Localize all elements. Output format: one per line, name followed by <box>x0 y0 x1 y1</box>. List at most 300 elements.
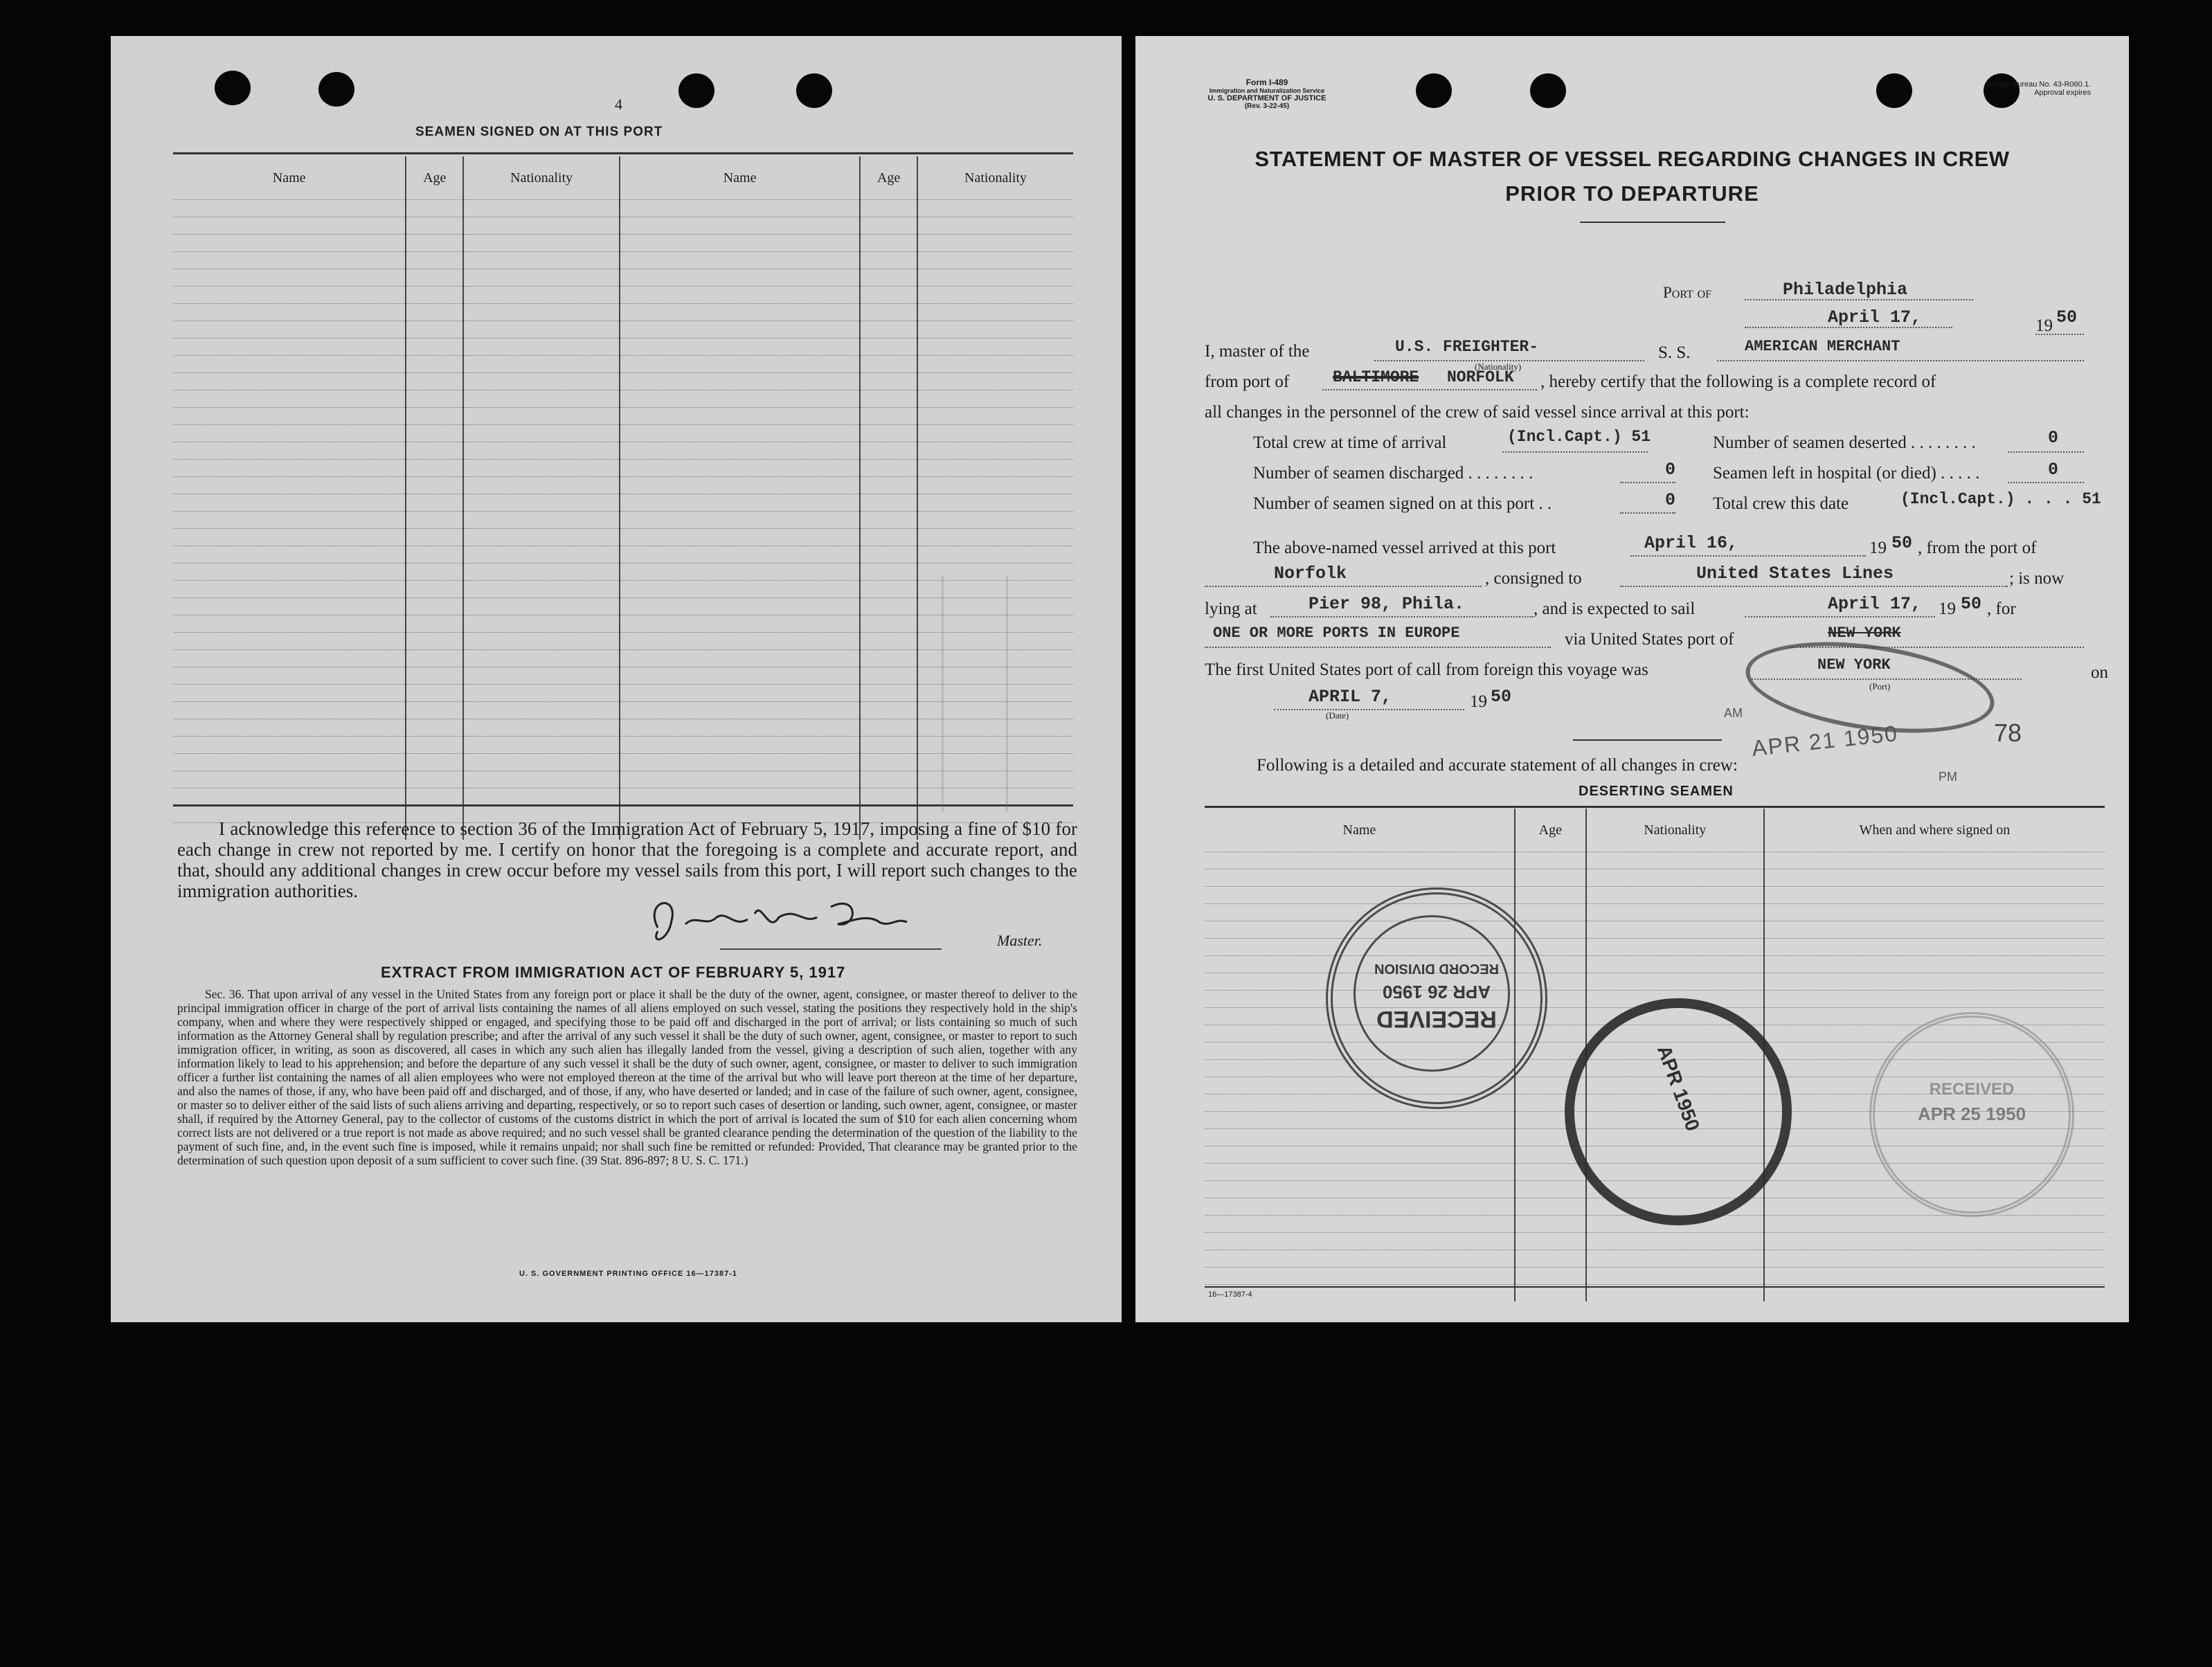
table-cell <box>463 460 620 477</box>
table-row <box>1205 852 2105 869</box>
destination-value: ONE OR MORE PORTS IN EUROPE <box>1213 624 1460 642</box>
form-number: Form I-489 <box>1246 78 1288 87</box>
arrived-label: The above-named vessel arrived at this port <box>1253 539 1556 557</box>
stamp-pm: PM <box>1939 770 1957 784</box>
table-row <box>1205 887 2105 904</box>
table-cell <box>173 408 406 425</box>
table-cell <box>1586 887 1764 904</box>
table-cell <box>406 564 463 581</box>
table-cell <box>1764 869 2105 887</box>
table-cell <box>463 719 620 737</box>
first-port-value: NEW YORK <box>1817 656 1891 674</box>
table-cell <box>620 269 860 287</box>
table-cell <box>620 529 860 546</box>
table-row <box>173 390 1073 408</box>
table-cell <box>1764 1233 2105 1250</box>
table-cell <box>1764 991 2105 1008</box>
first-date: APRIL 7, <box>1309 687 1392 707</box>
table-cell <box>1515 1198 1586 1216</box>
table-cell <box>860 200 917 217</box>
table-cell <box>406 685 463 702</box>
from-the-port-label: , from the port of <box>1918 539 2037 557</box>
table-cell <box>173 287 406 304</box>
table-row <box>173 442 1073 460</box>
certify-text: , hereby certify that the following is a complete record of <box>1540 372 1936 391</box>
table-row <box>173 598 1073 615</box>
left-page <box>111 36 1122 1322</box>
table-cell <box>860 512 917 529</box>
printer-line: 16—17387-4 <box>1208 1290 1252 1299</box>
table-cell <box>860 339 917 356</box>
table-cell <box>463 408 620 425</box>
table-cell <box>1586 1250 1764 1268</box>
table-cell <box>917 512 1073 529</box>
table-cell <box>463 615 620 633</box>
table-cell <box>917 390 1073 408</box>
table-cell <box>917 425 1073 442</box>
table-cell <box>406 667 463 685</box>
table-row <box>173 356 1073 373</box>
column-header: Name <box>1342 822 1376 838</box>
from-port-value: NORFOLK <box>1447 368 1514 386</box>
table-cell <box>620 754 860 771</box>
table-cell <box>917 321 1073 339</box>
table-cell <box>620 512 860 529</box>
table-cell <box>1586 852 1764 869</box>
table-row <box>173 200 1073 217</box>
table-cell <box>620 287 860 304</box>
table-cell <box>917 373 1073 390</box>
table-row <box>173 373 1073 390</box>
vessel-nationality: U.S. FREIGHTER- <box>1395 338 1539 356</box>
table-cell <box>406 200 463 217</box>
first-year: 50 <box>1491 687 1512 707</box>
table-cell <box>406 737 463 754</box>
table-cell <box>173 719 406 737</box>
lying-label: lying at <box>1205 600 1257 618</box>
from-port-label: from port of <box>1205 372 1290 391</box>
first-port-label: The first United States port of call from foreign this voyage was <box>1205 660 1648 679</box>
table-cell <box>406 235 463 252</box>
table-row <box>173 615 1073 633</box>
table-cell <box>620 442 860 460</box>
table-cell <box>917 287 1073 304</box>
table-row <box>173 564 1073 581</box>
stamp-date: APR 25 1950 <box>1917 1103 2026 1124</box>
seamen-signed-value: 0 <box>1665 490 1676 510</box>
table-cell <box>620 719 860 737</box>
table-cell <box>406 650 463 667</box>
consigned-value: United States Lines <box>1696 564 1894 584</box>
table-cell <box>406 494 463 512</box>
table-cell <box>860 269 917 287</box>
table-cell <box>1205 1146 1515 1164</box>
table-cell <box>917 200 1073 217</box>
column-header: Name <box>272 170 306 186</box>
table-cell <box>463 356 620 373</box>
seamen-discharged-label: Number of seamen discharged . . . . . . . . <box>1253 464 1534 483</box>
table-row <box>1205 1268 2105 1285</box>
table-cell <box>463 269 620 287</box>
table-cell <box>620 546 860 564</box>
table-cell <box>620 650 860 667</box>
table-cell <box>406 408 463 425</box>
table-cell <box>1205 1129 1515 1146</box>
table-row <box>1205 869 2105 887</box>
table-cell <box>917 546 1073 564</box>
table-cell <box>463 235 620 252</box>
master-signature <box>630 886 921 948</box>
table-cell <box>463 685 620 702</box>
table-cell <box>1586 956 1764 973</box>
table-cell <box>463 581 620 598</box>
table-cell <box>463 702 620 719</box>
budget-header <box>1897 80 2091 97</box>
table-cell <box>860 356 917 373</box>
table-cell <box>173 702 406 719</box>
table-cell <box>917 269 1073 287</box>
table-row <box>173 494 1073 512</box>
table-cell <box>1586 1233 1764 1250</box>
table-cell <box>917 408 1073 425</box>
stamp-received: RECEIVED <box>1376 1006 1497 1032</box>
table-cell <box>406 512 463 529</box>
table-row <box>1205 921 2105 939</box>
port-caption: (Port) <box>1869 681 1891 692</box>
section-title: SEAMEN SIGNED ON AT THIS PORT <box>415 125 663 139</box>
table-cell <box>406 356 463 373</box>
table-cell <box>406 477 463 494</box>
printer-line: U. S. GOVERNMENT PRINTING OFFICE 16—17387-1 <box>519 1270 738 1278</box>
table-cell <box>1764 939 2105 956</box>
stamp-received: RECEIVED <box>1929 1080 2015 1099</box>
acknowledgment-text: I acknowledge this reference to section 36 of the Immigration Act of February 5, 1917, imposing a fine of $10 for each change in crew not reported by me. I certify on honor that the foregoing is a complete and accurate report, and that, should any additional changes in crew occur before my vessel sails from this port, I will report such changes to the immigration authorities. <box>177 818 1077 901</box>
total-crew-arrival-label: Total crew at time of arrival <box>1253 433 1447 452</box>
ship-name: AMERICAN MERCHANT <box>1745 338 1900 355</box>
ss-label: S. S. <box>1658 343 1691 362</box>
table-cell <box>1205 1268 1515 1285</box>
table-cell <box>860 581 917 598</box>
table-cell <box>1764 1268 2105 1285</box>
table-cell <box>1586 973 1764 991</box>
table-cell <box>173 529 406 546</box>
table-cell <box>173 356 406 373</box>
table-cell <box>1764 887 2105 904</box>
table-cell <box>406 339 463 356</box>
deserting-title: DESERTING SEAMEN <box>1579 784 1734 799</box>
master-label: Master. <box>997 932 1043 949</box>
table-cell <box>1205 1250 1515 1268</box>
table-cell <box>406 789 463 806</box>
table-cell <box>1205 1164 1515 1181</box>
table-cell <box>173 633 406 650</box>
table-cell <box>860 546 917 564</box>
table-cell <box>406 771 463 789</box>
table-cell <box>1764 904 2105 921</box>
table-cell <box>620 408 860 425</box>
seamen-signed-label: Number of seamen signed on at this port . . <box>1253 494 1552 513</box>
budget-line: Budget Bureau No. 43-R060.1. <box>1986 80 2091 89</box>
table-cell <box>173 235 406 252</box>
agency-line: (Rev. 3-22-45) <box>1244 102 1290 110</box>
table-cell <box>1205 869 1515 887</box>
table-cell <box>1764 921 2105 939</box>
table-cell <box>860 217 917 235</box>
table-cell <box>1515 1268 1586 1285</box>
table-cell <box>860 702 917 719</box>
table-cell <box>463 754 620 771</box>
table-cell <box>463 321 620 339</box>
table-row <box>173 529 1073 546</box>
table-cell <box>860 287 917 304</box>
table-cell <box>463 789 620 806</box>
table-cell <box>860 373 917 390</box>
table-cell <box>463 494 620 512</box>
table-cell <box>463 252 620 269</box>
table-cell <box>620 373 860 390</box>
faint-stamp <box>942 576 1008 811</box>
table-cell <box>173 615 406 633</box>
table-cell <box>620 321 860 339</box>
table-cell <box>1205 852 1515 869</box>
table-cell <box>173 754 406 771</box>
table-cell <box>463 771 620 789</box>
table-cell <box>406 287 463 304</box>
table-cell <box>406 581 463 598</box>
table-cell <box>1764 956 2105 973</box>
table-cell <box>1515 904 1586 921</box>
table-cell <box>860 564 917 581</box>
table-cell <box>406 304 463 321</box>
table-cell <box>917 235 1073 252</box>
oval-stamp-date: APR 21 1950 <box>1750 721 1900 762</box>
table-cell <box>917 217 1073 235</box>
table-row <box>173 719 1073 737</box>
table-cell <box>1515 1233 1586 1250</box>
table-cell <box>620 615 860 633</box>
stamp-date: APR 26 1950 <box>1382 982 1491 1002</box>
numbered-stamp <box>1565 998 1792 1225</box>
table-cell <box>173 581 406 598</box>
table-cell <box>406 217 463 235</box>
table-cell <box>917 339 1073 356</box>
table-cell <box>860 789 917 806</box>
table-cell <box>1515 1181 1586 1198</box>
table-cell <box>1586 921 1764 939</box>
column-header: Name <box>620 156 860 200</box>
table-cell <box>860 685 917 702</box>
table-cell <box>1205 1112 1515 1129</box>
table-cell <box>463 598 620 615</box>
table-cell <box>463 217 620 235</box>
table-cell <box>1205 1198 1515 1216</box>
table-cell <box>406 442 463 460</box>
table-cell <box>463 373 620 390</box>
table-cell <box>917 494 1073 512</box>
table-cell <box>463 200 620 217</box>
table-row <box>173 287 1073 304</box>
table-cell <box>620 598 860 615</box>
now-label: ; is now <box>2009 569 2065 588</box>
table-cell <box>620 581 860 598</box>
table-cell <box>463 442 620 460</box>
first-year-prefix: 19 <box>1470 692 1487 711</box>
table-cell <box>463 737 620 754</box>
punch-hole <box>1530 73 1566 108</box>
table-cell <box>917 460 1073 477</box>
column-header: When and where signed on <box>1764 809 2105 852</box>
table-cell <box>860 235 917 252</box>
table-cell <box>463 512 620 529</box>
table-cell <box>406 252 463 269</box>
table-cell <box>173 512 406 529</box>
table-cell <box>860 494 917 512</box>
table-cell <box>173 442 406 460</box>
on-label: on <box>2091 663 2108 682</box>
table-cell <box>1515 887 1586 904</box>
consigned-label: , consigned to <box>1485 569 1582 588</box>
stamp-am: AM <box>1724 706 1743 720</box>
table-row <box>173 217 1073 235</box>
table-cell <box>620 564 860 581</box>
seamen-deserted-label: Number of seamen deserted . . . . . . . . <box>1713 433 1976 452</box>
seamen-deserted-value: 0 <box>2048 428 2059 448</box>
table-cell <box>173 217 406 235</box>
table-cell <box>620 200 860 217</box>
table-cell <box>620 667 860 685</box>
form-subtitle: PRIOR TO DEPARTURE <box>1505 181 1759 206</box>
table-cell <box>406 546 463 564</box>
table-row <box>173 460 1073 477</box>
table-row <box>173 252 1073 269</box>
table-cell <box>173 425 406 442</box>
table-cell <box>463 287 620 304</box>
table-cell <box>620 217 860 235</box>
table-cell <box>173 373 406 390</box>
year-prefix: 19 <box>2035 316 2053 335</box>
table-row <box>173 771 1073 789</box>
table-cell <box>406 702 463 719</box>
sail-year: 50 <box>1961 594 1982 614</box>
form-title: STATEMENT OF MASTER OF VESSEL REGARDING CHANGES IN CREW <box>1255 147 2010 171</box>
table-cell <box>860 615 917 633</box>
table-row <box>173 546 1073 564</box>
column-header: Nationality <box>463 156 620 200</box>
table-cell <box>463 304 620 321</box>
table-cell <box>1586 904 1764 921</box>
table-cell <box>173 598 406 615</box>
column-header: Age <box>406 156 463 200</box>
agency-line: Immigration and Naturalization Service <box>1209 87 1325 94</box>
nationality-caption: (Nationality) <box>1475 361 1522 372</box>
table-cell <box>917 477 1073 494</box>
agency-line: U. S. DEPARTMENT OF JUSTICE <box>1207 94 1327 102</box>
table-cell <box>860 719 917 737</box>
table-cell <box>463 633 620 650</box>
page-number: 4 <box>615 96 622 113</box>
table-cell <box>620 789 860 806</box>
table-cell <box>173 494 406 512</box>
punch-hole <box>215 71 251 105</box>
table-cell <box>620 702 860 719</box>
table-row <box>173 235 1073 252</box>
table-row <box>173 408 1073 425</box>
table-cell <box>620 460 860 477</box>
table-cell <box>406 529 463 546</box>
table-cell <box>173 650 406 667</box>
table-cell <box>1764 852 2105 869</box>
date-value: April 17, <box>1828 307 1922 327</box>
table-cell <box>620 235 860 252</box>
table-row <box>173 581 1073 598</box>
table-cell <box>620 304 860 321</box>
table-cell <box>860 252 917 269</box>
table-cell <box>860 771 917 789</box>
table-cell <box>620 339 860 356</box>
table-cell <box>860 442 917 460</box>
column-header: Nationality <box>1586 809 1764 852</box>
arrived-year-prefix: 19 <box>1869 539 1887 557</box>
table-cell <box>406 615 463 633</box>
table-cell <box>1515 1164 1586 1181</box>
table-cell <box>620 494 860 512</box>
table-cell <box>406 373 463 390</box>
table-cell <box>173 546 406 564</box>
table-row <box>1205 1250 2105 1268</box>
table-cell <box>860 667 917 685</box>
table-cell <box>406 633 463 650</box>
table-cell <box>406 269 463 287</box>
table-cell <box>173 304 406 321</box>
received-stamp <box>1326 887 1547 1109</box>
lying-value: Pier 98, Phila. <box>1309 594 1465 614</box>
table-cell <box>620 477 860 494</box>
table-cell <box>620 737 860 754</box>
table-cell <box>860 754 917 771</box>
table-cell <box>860 390 917 408</box>
column-header: Age <box>860 156 917 200</box>
punch-hole <box>318 72 354 107</box>
table-cell <box>917 442 1073 460</box>
table-cell <box>860 598 917 615</box>
table-cell <box>860 425 917 442</box>
table-cell <box>406 754 463 771</box>
table-cell <box>1515 1250 1586 1268</box>
following-text: Following is a detailed and accurate statement of all changes in crew: <box>1257 756 1738 775</box>
table-row <box>173 702 1073 719</box>
table-cell <box>173 321 406 339</box>
table-cell <box>1515 852 1586 869</box>
table-cell <box>406 321 463 339</box>
table-cell <box>406 460 463 477</box>
seamen-discharged-value: 0 <box>1665 460 1676 480</box>
table-row <box>173 667 1073 685</box>
table-cell <box>1764 1250 2105 1268</box>
master-of-label: I, master of the <box>1205 342 1310 361</box>
table-cell <box>620 771 860 789</box>
via-value: NEW YORK <box>1828 624 1901 642</box>
sail-year-prefix: 19 <box>1939 600 1956 618</box>
sail-label: , and is expected to sail <box>1534 600 1696 618</box>
table-row <box>1205 904 2105 921</box>
table-row <box>173 633 1073 650</box>
total-crew-arrival-value: (Incl.Capt.) 51 <box>1507 428 1651 446</box>
table-cell <box>173 771 406 789</box>
table-cell <box>917 529 1073 546</box>
stamp-dept: RECORD DIVISION <box>1374 961 1500 976</box>
from-the-port-value: Norfolk <box>1274 564 1347 584</box>
for-label: , for <box>1987 600 2016 618</box>
